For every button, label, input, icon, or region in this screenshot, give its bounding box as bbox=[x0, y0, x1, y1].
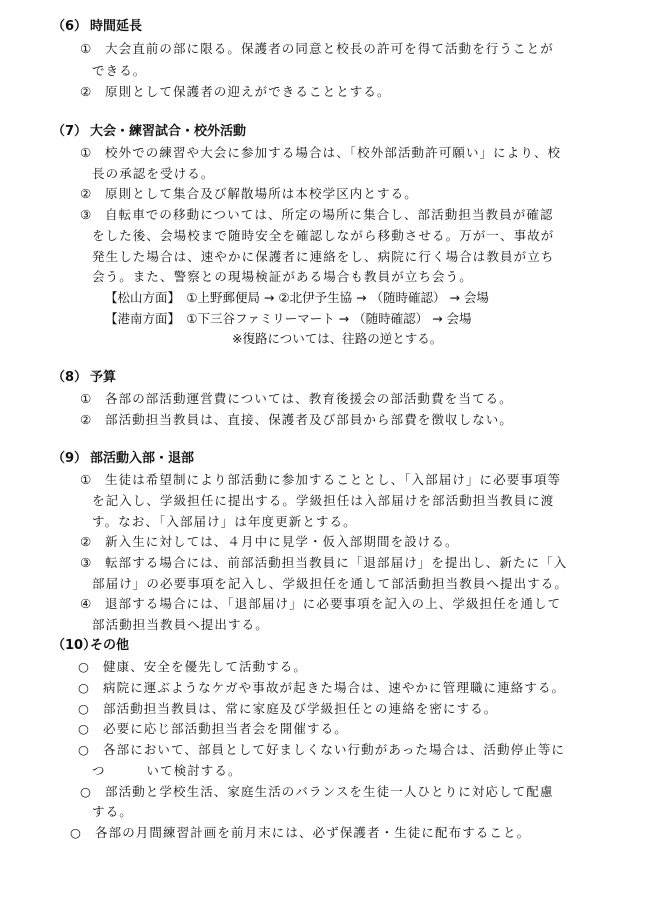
section-title: 部活動入部・退部 bbox=[90, 451, 195, 466]
list-item: ② 原則として保護者の迎えができることとする。 bbox=[80, 84, 391, 99]
section-number: （6） bbox=[52, 19, 88, 34]
list-item-continuation: 会う。また、警察との現場検証がある場合も教員が立ち会う。 bbox=[92, 269, 473, 284]
section-6-heading bbox=[52, 18, 142, 36]
list-item: ② 原則として集合及び解散場所は本校学区内とする。 bbox=[80, 186, 418, 201]
list-item: ④ 退部する場合には、「退部届け」に必要事項を記入の上、学級担任を通して bbox=[80, 596, 562, 611]
section-title: 大会・練習試合・校外活動 bbox=[90, 124, 247, 139]
list-item: ○ 必要に応じ部活動担当者会を開催する。 bbox=[78, 721, 348, 736]
list-item-continuation: す。なお、「入部届け」は年度更新とする。 bbox=[92, 514, 357, 529]
list-item-continuation: する。 bbox=[92, 804, 133, 819]
section-number: （7） bbox=[52, 124, 88, 139]
list-item: ① 大会直前の部に限る。保護者の同意と校長の許可を得て活動を行うことが bbox=[80, 41, 554, 56]
list-item: ○ 各部において、部員として好ましくない行動があった場合は、活動停止等に bbox=[78, 742, 566, 757]
list-item: ① 生徒は希望制により部活動に参加することとし、「入部届け」に必要事項等 bbox=[80, 472, 562, 487]
list-item-continuation: 発生した場合は、速やかに保護者に連絡をし、病院に行く場合は教員が立ち bbox=[92, 249, 555, 264]
section-title: 予算 bbox=[90, 370, 117, 385]
section-7-heading bbox=[52, 123, 246, 141]
list-item-continuation: をした後、会場校まで随時安全を確認しながら移動させる。万が一、事故が bbox=[92, 228, 555, 243]
list-item: ○ 各部の月間練習計画を前月末には、必ず保護者・生徒に配布すること。 bbox=[70, 825, 531, 840]
list-item-continuation: 長の承認を受ける。 bbox=[92, 166, 215, 181]
list-item: ③ 転部する場合には、前部活動担当教員に「退部届け」を提出し、新たに「入 bbox=[80, 555, 568, 570]
section-number: （9） bbox=[52, 451, 88, 466]
route-konan: 【港南方面】 ①下三谷ファミリーマート → （随時確認） → 会場 bbox=[105, 311, 472, 326]
route-matsuyama: 【松山方面】 ①上野郵便局 → ②北伊予生協 → （随時確認） → 会場 bbox=[105, 290, 489, 305]
list-item: ② 新入生に対しては、４月中に見学・仮入部期間を設ける。 bbox=[80, 534, 459, 549]
section-title: その他 bbox=[90, 638, 130, 653]
list-item-continuation: できる。 bbox=[92, 63, 147, 78]
section-8-heading bbox=[52, 369, 116, 387]
section-9-heading bbox=[52, 450, 194, 468]
list-item: ○ 部活動と学校生活、家庭生活のバランスを生徒一人ひとりに対応して配慮 bbox=[80, 784, 554, 799]
list-item: ① 各部の部活動運営費については、教育後援会の部活動費を当てる。 bbox=[80, 391, 513, 406]
section-title: 時間延長 bbox=[90, 19, 143, 34]
list-item-continuation: 部活動担当教員へ提出する。 bbox=[92, 617, 269, 632]
section-number: （10） bbox=[52, 638, 97, 653]
list-item-continuation: つ いて検討する。 bbox=[92, 763, 242, 778]
list-item: ① 校外での練習や大会に参加する場合は、「校外部活動許可願い」により、校 bbox=[80, 145, 562, 160]
list-item: ○ 病院に運ぶようなケガや事故が起きた場合は、速やかに管理職に連絡する。 bbox=[78, 680, 566, 695]
list-item: ② 部活動担当教員は、直接、保護者及び部員から部費を徴収しない。 bbox=[80, 412, 514, 427]
list-item: ③ 自転車での移動については、所定の場所に集合し、部活動担当教員が確認 bbox=[80, 207, 554, 222]
list-item: ○ 部活動担当教員は、常に家庭及び学級担任との連絡を密にする。 bbox=[78, 701, 498, 716]
list-item-continuation: 部届け」の必要事項を記入し、学級担任を通して部活動担当教員へ提出する。 bbox=[92, 576, 569, 591]
section-number: （8） bbox=[52, 370, 88, 385]
return-note: ※復路については、往路の逆とする。 bbox=[232, 331, 443, 346]
list-item: ○ 健康、安全を優先して活動する。 bbox=[78, 659, 308, 674]
list-item-continuation: を記入し、学級担任に提出する。学級担任は入部届けを部活動担当教員に渡 bbox=[92, 493, 555, 508]
section-10-heading bbox=[52, 637, 129, 655]
